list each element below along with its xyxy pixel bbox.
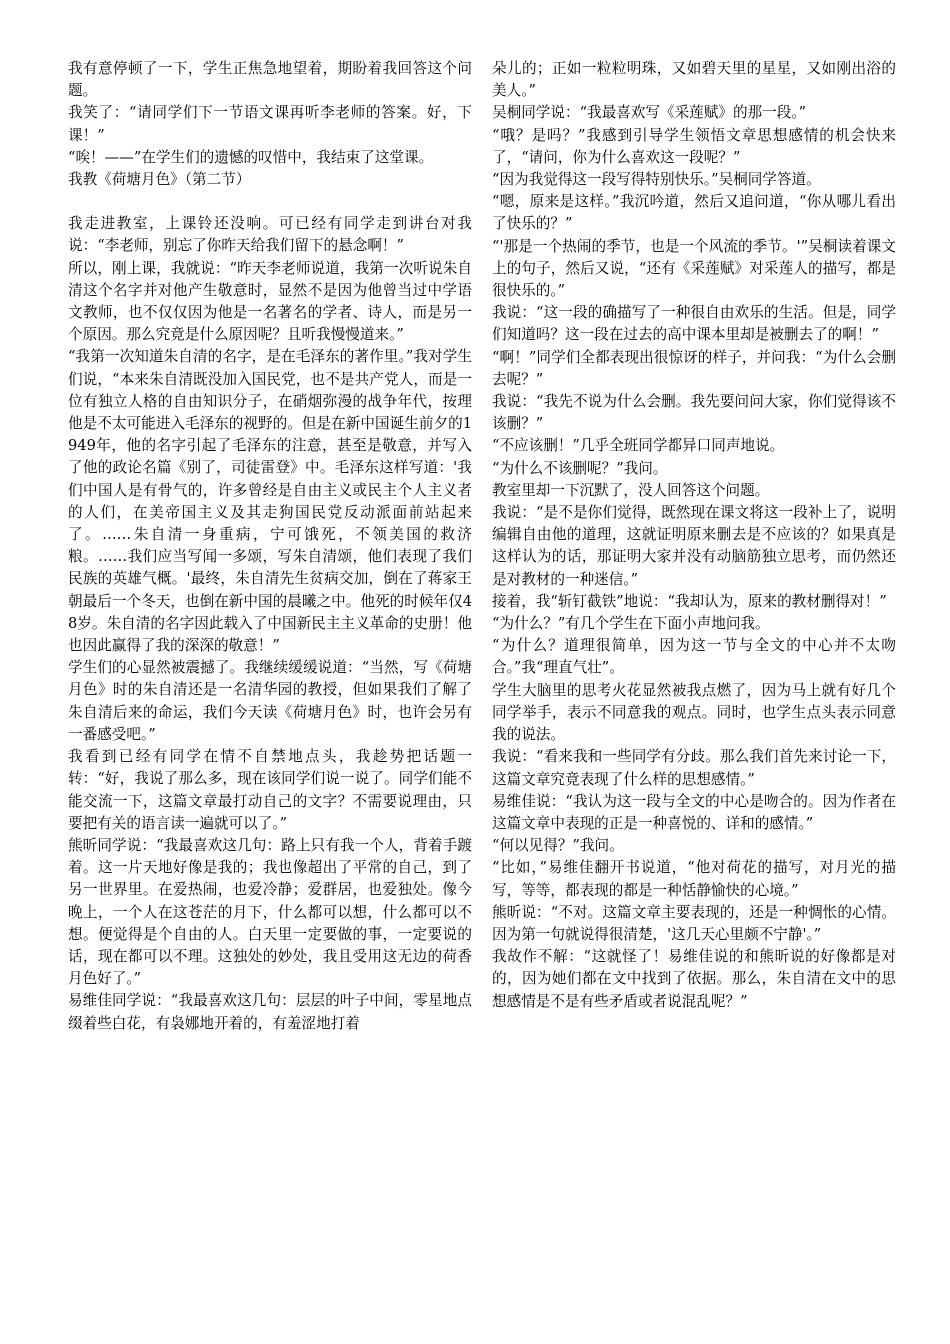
paragraph: “为什么不该删呢？”我问。 — [492, 459, 668, 477]
paragraph: 接着，我“斩钉截铁”地说：“我却认为，原来的教材删得对！” — [492, 592, 887, 610]
paragraph: “不应该删！”几乎全班同学都异口同声地说。 — [492, 437, 785, 455]
paragraph: “比如，”易维佳翻开书说道，“他对荷花的描写，对月光的描写，等等，都表现的都是一种恬静愉快的心境。” — [492, 859, 896, 899]
paragraph: 我故作不解：“这就怪了！易维佳说的和熊昕说的好像都是对的，因为她们都在文中找到了依据。那么，朱自清在文中的思想感情是不是有些矛盾或者说混乱呢？” — [492, 948, 896, 1010]
paragraph: “因为我觉得这一段写得特别快乐。”吴桐同学答道。 — [492, 171, 821, 189]
paragraph: 易维佳说：“我认为这一段与全文的中心是吻合的。因为作者在这篇文章中表现的正是一种喜悦的、详和的感情。” — [492, 792, 896, 832]
paragraph: 教室里却一下沉默了，没人回答这个问题。 — [492, 481, 770, 499]
paragraph: 学生大脑里的思考火花显然被我点燃了，因为马上就有好几个同学举手，表示不同意我的观点。同时，也学生点头表示同意我的说法。 — [492, 681, 896, 744]
blank-line — [68, 191, 472, 213]
paragraph: 我有意停顿了一下，学生正焦急地望着，期盼着我回答这个问题。 — [68, 60, 472, 100]
paragraph: “嗯，原来是这样。”我沉吟道，然后又追问道，“你从哪儿看出了快乐的？” — [492, 193, 896, 233]
right-column — [492, 58, 896, 1013]
paragraph: “何以见得？”我问。 — [492, 837, 624, 855]
paragraph: 所以，刚上课，我就说：“昨天李老师说道，我第一次听说朱自清这个名字并对他产生敬意时，显然不是因为他曾当过中学语文教师，也不仅仅因为他是一名著名的学者、诗人，而是另一个原因。那么究竟是什么原因呢？且听我慢慢道来。” — [68, 259, 472, 344]
paragraph: 熊昕同学说：“我最喜欢这几句：路上只有我一个人，背着手踱着。这一片天地好像是我的；我也像超出了平常的自己，到了另一世界里。在爱热闹，也爱冷静；爱群居，也爱独处。像今晚上，一个人在这苍茫的月下，什么都可以想，什么都可以不想。便觉得是个自由的人。白天里一定要做的事，一定要说的话，现在都可以不理。这独处的妙处，我且受用这无边的荷香月色好了。” — [68, 836, 472, 988]
paragraph: 我说：“看来我和一些同学有分歧。那么我们首先来讨论一下，这篇文章究竟表现了什么样的思想感情。” — [492, 748, 896, 788]
paragraph: 我说：“这一段的确描写了一种很自由欢乐的生活。但是，同学们知道吗？这一段在过去的高中课本里却是被删去了的啊！” — [492, 304, 896, 344]
paragraph: 学生们的心显然被震撼了。我继续缓缓说道：“当然，写《荷塘月色》时的朱自清还是一名清华园的教授，但如果我们了解了朱自清后来的命运，我们今天读《荷塘月色》时，也许会另有一番感受吧。” — [68, 659, 472, 743]
paragraph: “为什么？道理很简单，因为这一节与全文的中心并不太吻合。”我“理直气壮”。 — [492, 637, 896, 677]
paragraph: 我走进教室，上课铃还没响。可已经有同学走到讲台对我说：“李老师，别忘了你昨天给我们留下的悬念啊！” — [68, 215, 472, 255]
paragraph: “我第一次知道朱自清的名字，是在毛泽东的著作里。”我对学生们说，“本来朱自清既没加入国民党，也不是共产党人，而是一位有独立人格的自由知识分子，在硝烟弥漫的战争年代，按理他是不太可能进入毛泽东的视野的。但是在新中国诞生前夕的1949年，他的名字引起了毛泽东的注意，甚至是敬意，并写入了他的政论名篇《别了，司徒雷登》中。毛泽东这样写道：'我们中国人是有骨气的，许多曾经是自由主义或民主个人主义者的人们，在美帝国主义及其走狗国民党反动派面前站起来了。……朱自清一身重病，宁可饿死，不领美国的救济粮。……我们应当写闻一多颂，写朱自清颂，他们表现了我们民族的英雄气概。'最终，朱自清先生贫病交加，倒在了蒋家王朝最后一个冬天，也倒在新中国的晨曦之中。他死的时候年仅48岁。朱自清的名字因此载入了中国新民主主义革命的史册！他也因此赢得了我的深深的敬意！” — [68, 348, 472, 655]
paragraph: 我说：“我先不说为什么会删。我先要问问大家，你们觉得该不该删？” — [492, 393, 896, 433]
paragraph: 熊昕说：“不对。这篇文章主要表现的，还是一种惆怅的心情。因为第一句就说得很清楚，'这几天心里颇不宁静'。” — [492, 903, 896, 943]
paragraph: 我说：“是不是你们觉得，既然现在课文将这一段补上了，说明编辑自由他的道理，这就证明原来删去是不应该的？如果真是这样认为的话，那证明大家并没有动脑筋独立思考，而仍然还是对教材的一种迷信。” — [492, 504, 896, 588]
paragraph: “唉！——”在学生们的遗憾的叹惜中，我结束了这堂课。 — [68, 148, 434, 166]
paragraph: 我看到已经有同学在情不自禁地点头，我趁势把话题一转：“好，我说了那么多，现在该同学们说一说了。同学们能不能交流一下，这篇文章最打动自己的文字？不需要说理由，只要把有关的语言读一遍就可以了。” — [68, 748, 472, 832]
paragraph: 易维佳同学说：“我最喜欢这几句：层层的叶子中间，零星地点缀着些白花，有袅娜地开着的，有羞涩地打着 — [68, 992, 472, 1032]
paragraph: “哦？是吗？”我感到引导学生领悟文章思想感情的机会快来了，“请问，你为什么喜欢这一段呢？” — [492, 126, 896, 166]
paragraph: “啊！”同学们全都表现出很惊讶的样子，并问我：“为什么会删去呢？” — [492, 348, 896, 388]
paragraph: 朵儿的；正如一粒粒明珠，又如碧天里的星星，又如刚出浴的美人。” — [492, 60, 896, 100]
paragraph: “为什么？”有几个学生在下面小声地问我。 — [492, 615, 770, 633]
paragraph: 我笑了：“请同学们下一节语文课再听李老师的答案。好，下课！” — [68, 104, 472, 144]
section-heading: 我教《荷塘月色》（第二节） — [68, 171, 251, 189]
paragraph: “'那是一个热闹的季节，也是一个风流的季节。'”吴桐读着课文上的句子，然后又说，“还有《采莲赋》对采莲人的描写，都是很快乐的。” — [492, 237, 896, 300]
paragraph: 吴桐同学说：“我最喜欢写《采莲赋》的那一段。” — [492, 104, 807, 122]
left-column — [68, 58, 472, 1035]
